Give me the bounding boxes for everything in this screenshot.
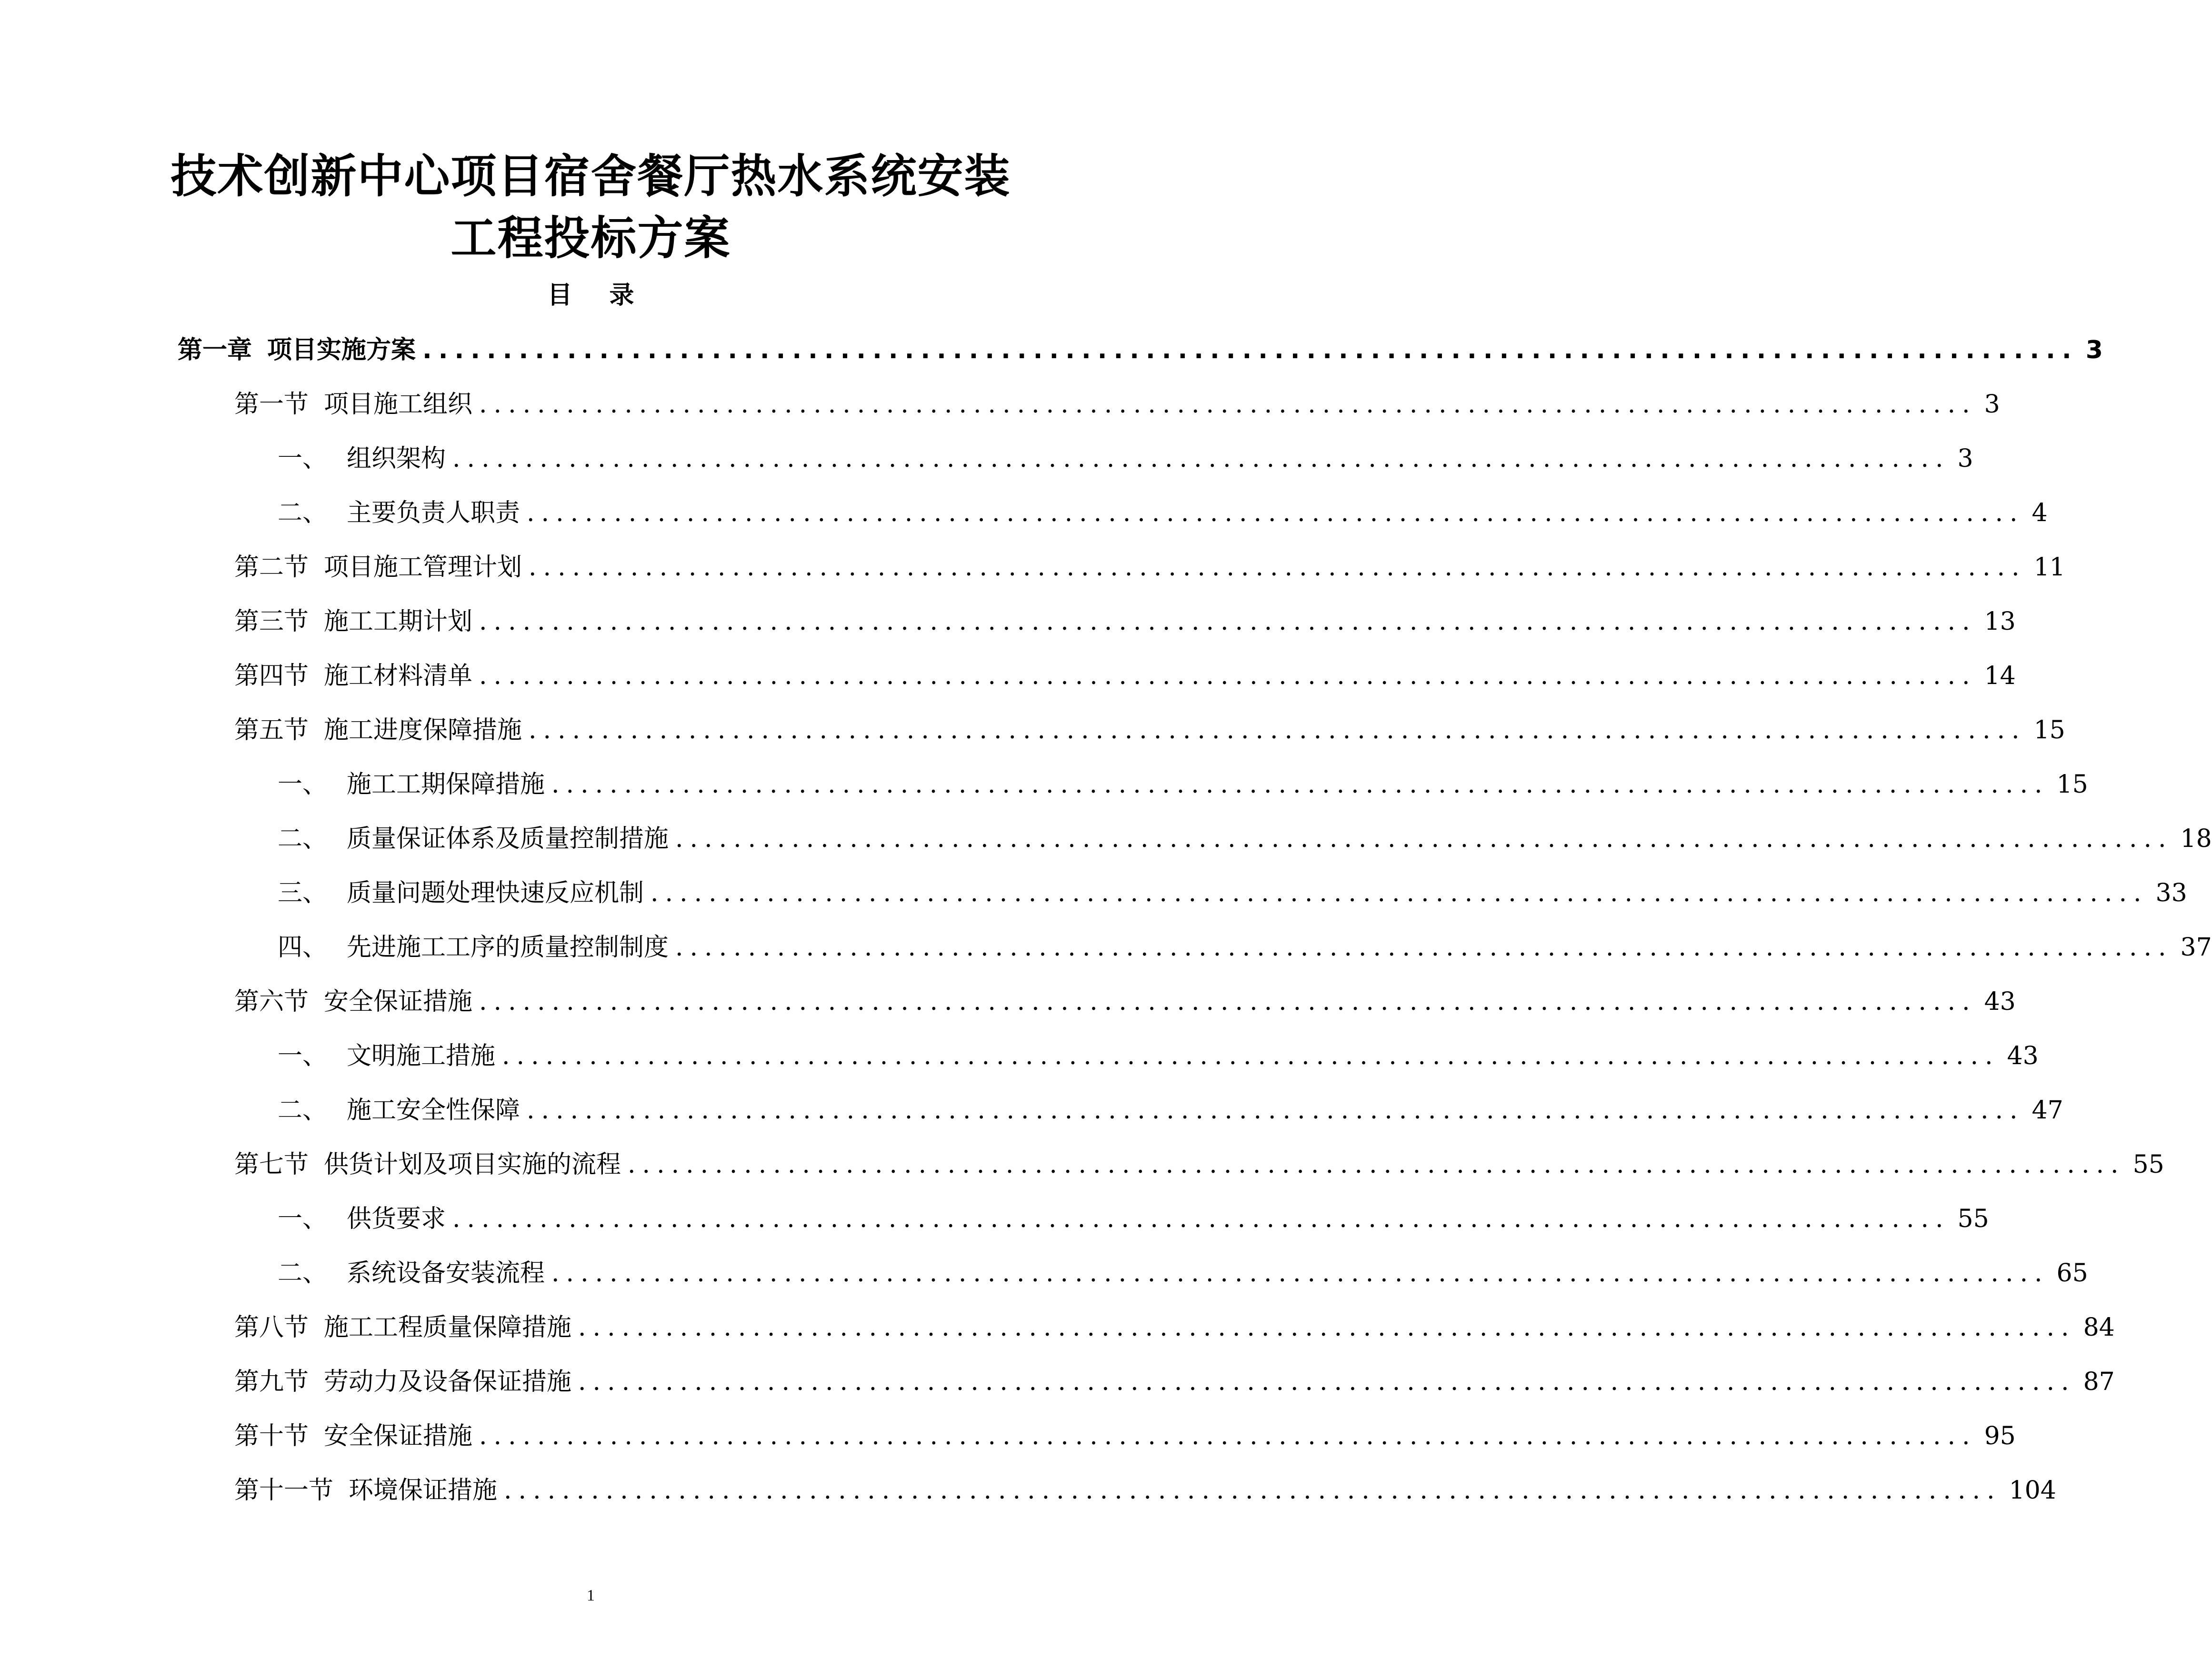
toc-dot-leader: ....................................................................................................... [527,1096,2024,1125]
toc-dot-leader: ....................................................................................................... [479,607,1977,636]
toc-entry-number: 第六节 [234,987,309,1016]
toc-dot-leader: ....................................................................................................... [628,1150,2125,1179]
toc-entry-label: 施工材料清单 [324,662,473,690]
toc-entry-number: 一、 [278,1042,328,1070]
toc-entry-number: 第一节 [234,390,309,419]
toc-dot-leader: ....................................................................................................... [578,1313,2076,1342]
toc-entry-label: 安全保证措施 [324,1422,473,1450]
toc-entry-page: 13 [1984,607,2016,636]
document-title-line-2: 工程投标方案 [450,211,731,265]
toc-dot-leader: ....................................................................................................... [452,444,1950,473]
toc-dot-leader: ....................................................................................................... [452,1205,1950,1233]
toc-entry-number: 第七节 [234,1150,309,1179]
toc-entry-label: 文明施工措施 [347,1042,496,1070]
toc-dot-leader: ....................................................................................................... [551,1259,2049,1288]
toc-entry-label: 施工工期计划 [324,607,473,636]
toc-dot-leader: ....................................................................................................... [502,1042,2000,1070]
toc-entry-page: 15 [2033,716,2065,745]
toc-dot-leader: ....................................................................................................... [479,390,1977,419]
toc-entry-label: 项目施工管理计划 [324,553,522,582]
toc-entry-label: 质量保证体系及质量控制措施 [347,825,669,853]
toc-entry-number: 二、 [278,825,328,853]
toc-entry-page: 14 [1984,662,2016,690]
toc-entry-section-3[interactable] [234,600,2016,643]
toc-entry-number: 第二节 [234,553,309,582]
toc-entry-page: 47 [2032,1096,2063,1125]
toc-entry-page: 87 [2083,1368,2115,1396]
toc-entry-number: 第四节 [234,662,309,690]
toc-entry-chapter-1[interactable] [178,329,2103,372]
toc-entry-page: 95 [1984,1422,2016,1450]
toc-entry-page: 84 [2083,1313,2115,1342]
toc-entry-subsection[interactable] [278,1198,1989,1240]
toc-entry-section-10[interactable] [234,1415,2016,1458]
document-title-line-1: 技术创新中心项目宿舍餐厅热水系统安装 [170,150,1011,203]
toc-entry-label: 施工工程质量保障措施 [324,1313,572,1342]
toc-dot-leader: ....................................................................................................... [422,336,2078,364]
toc-entry-page: 18 [2180,825,2212,853]
toc-entry-number: 四、 [278,933,328,962]
toc-entry-label: 项目施工组织 [324,390,473,419]
toc-entry-section-6[interactable] [234,980,2016,1023]
toc-entry-page: 37 [2180,933,2212,962]
toc-entry-number: 一、 [278,444,328,473]
toc-entry-section-5[interactable] [234,709,2065,752]
toc-dot-leader: ....................................................................................................... [578,1368,2076,1396]
toc-entry-page: 15 [2056,770,2088,799]
toc-entry-number: 第一章 [178,336,252,364]
toc-entry-label: 施工进度保障措施 [324,716,522,745]
toc-entry-subsection[interactable] [278,817,2212,860]
toc-entry-number: 第十一节 [234,1476,334,1505]
toc-entry-subsection[interactable] [278,437,1973,480]
toc-entry-label: 质量问题处理快速反应机制 [347,879,644,907]
toc-entry-page: 11 [2033,553,2065,582]
toc-dot-leader: ....................................................................................................... [504,1476,2002,1505]
toc-entry-page: 4 [2032,499,2048,527]
toc-entry-label: 项目实施方案 [267,336,416,364]
toc-dot-leader: ....................................................................................................... [479,1422,1977,1450]
toc-entry-section-2[interactable] [234,546,2065,589]
toc-entry-page: 33 [2155,879,2187,907]
toc-entry-section-9[interactable] [234,1360,2115,1403]
toc-entry-subsection[interactable] [278,492,2048,534]
toc-entry-subsection[interactable] [278,1089,2063,1132]
toc-entry-page: 3 [1984,390,2000,419]
toc-entry-section-8[interactable] [234,1306,2115,1349]
toc-entry-label: 安全保证措施 [324,987,473,1016]
toc-entry-number: 第五节 [234,716,309,745]
toc-dot-leader: ....................................................................................................... [527,499,2024,527]
toc-entry-label: 施工工期保障措施 [347,770,545,799]
toc-entry-page: 55 [1957,1205,1989,1233]
toc-entry-label: 组织架构 [347,444,446,473]
toc-dot-leader: ....................................................................................................... [479,662,1977,690]
toc-entry-page: 43 [2007,1042,2039,1070]
toc-dot-leader: ....................................................................................................... [551,770,2049,799]
toc-entry-page: 43 [1984,987,2016,1016]
toc-entry-label: 供货要求 [347,1205,446,1233]
toc-entry-number: 一、 [278,770,328,799]
toc-entry-label: 供货计划及项目实施的流程 [324,1150,621,1179]
page-number: 1 [587,1587,595,1604]
toc-entry-number: 三、 [278,879,328,907]
toc-entry-label: 先进施工工序的质量控制制度 [347,933,669,962]
toc-entry-label: 环境保证措施 [349,1476,498,1505]
toc-entry-number: 第三节 [234,607,309,636]
toc-entry-number: 一、 [278,1205,328,1233]
toc-entry-subsection[interactable] [278,1035,2039,1077]
toc-entry-page: 55 [2132,1150,2164,1179]
toc-entry-label: 劳动力及设备保证措施 [324,1368,572,1396]
toc-entry-section-4[interactable] [234,654,2016,697]
toc-entry-subsection[interactable] [278,926,2212,969]
toc-entry-number: 二、 [278,1259,328,1288]
toc-entry-label: 施工安全性保障 [347,1096,520,1125]
toc-dot-leader: ....................................................................................................... [651,879,2148,907]
toc-entry-page: 3 [1957,444,1973,473]
toc-entry-number: 第九节 [234,1368,309,1396]
toc-entry-subsection[interactable] [278,1252,2088,1295]
toc-dot-leader: ....................................................................................................... [529,716,2026,745]
toc-entry-number: 二、 [278,1096,328,1125]
toc-entry-page: 104 [2009,1476,2056,1505]
toc-entry-subsection[interactable] [278,872,2187,915]
toc-heading: 目 录 [547,281,649,310]
toc-entry-label: 主要负责人职责 [347,499,520,527]
toc-entry-subsection[interactable] [278,763,2088,806]
toc-dot-leader: ....................................................................................................... [529,553,2026,582]
toc-entry-section-7[interactable] [234,1143,2164,1186]
toc-entry-page: 65 [2056,1259,2088,1288]
toc-dot-leader: ....................................................................................................... [675,933,2173,962]
toc-dot-leader: ....................................................................................................... [479,987,1977,1016]
toc-entry-section-1[interactable] [234,383,2000,426]
toc-entry-number: 二、 [278,499,328,527]
toc-entry-section-11[interactable] [234,1469,2056,1512]
toc-dot-leader: ....................................................................................................... [675,825,2173,853]
toc-entry-page: 3 [2085,336,2103,364]
toc-entry-number: 第十节 [234,1422,309,1450]
toc-entry-number: 第八节 [234,1313,309,1342]
toc-entry-label: 系统设备安装流程 [347,1259,545,1288]
